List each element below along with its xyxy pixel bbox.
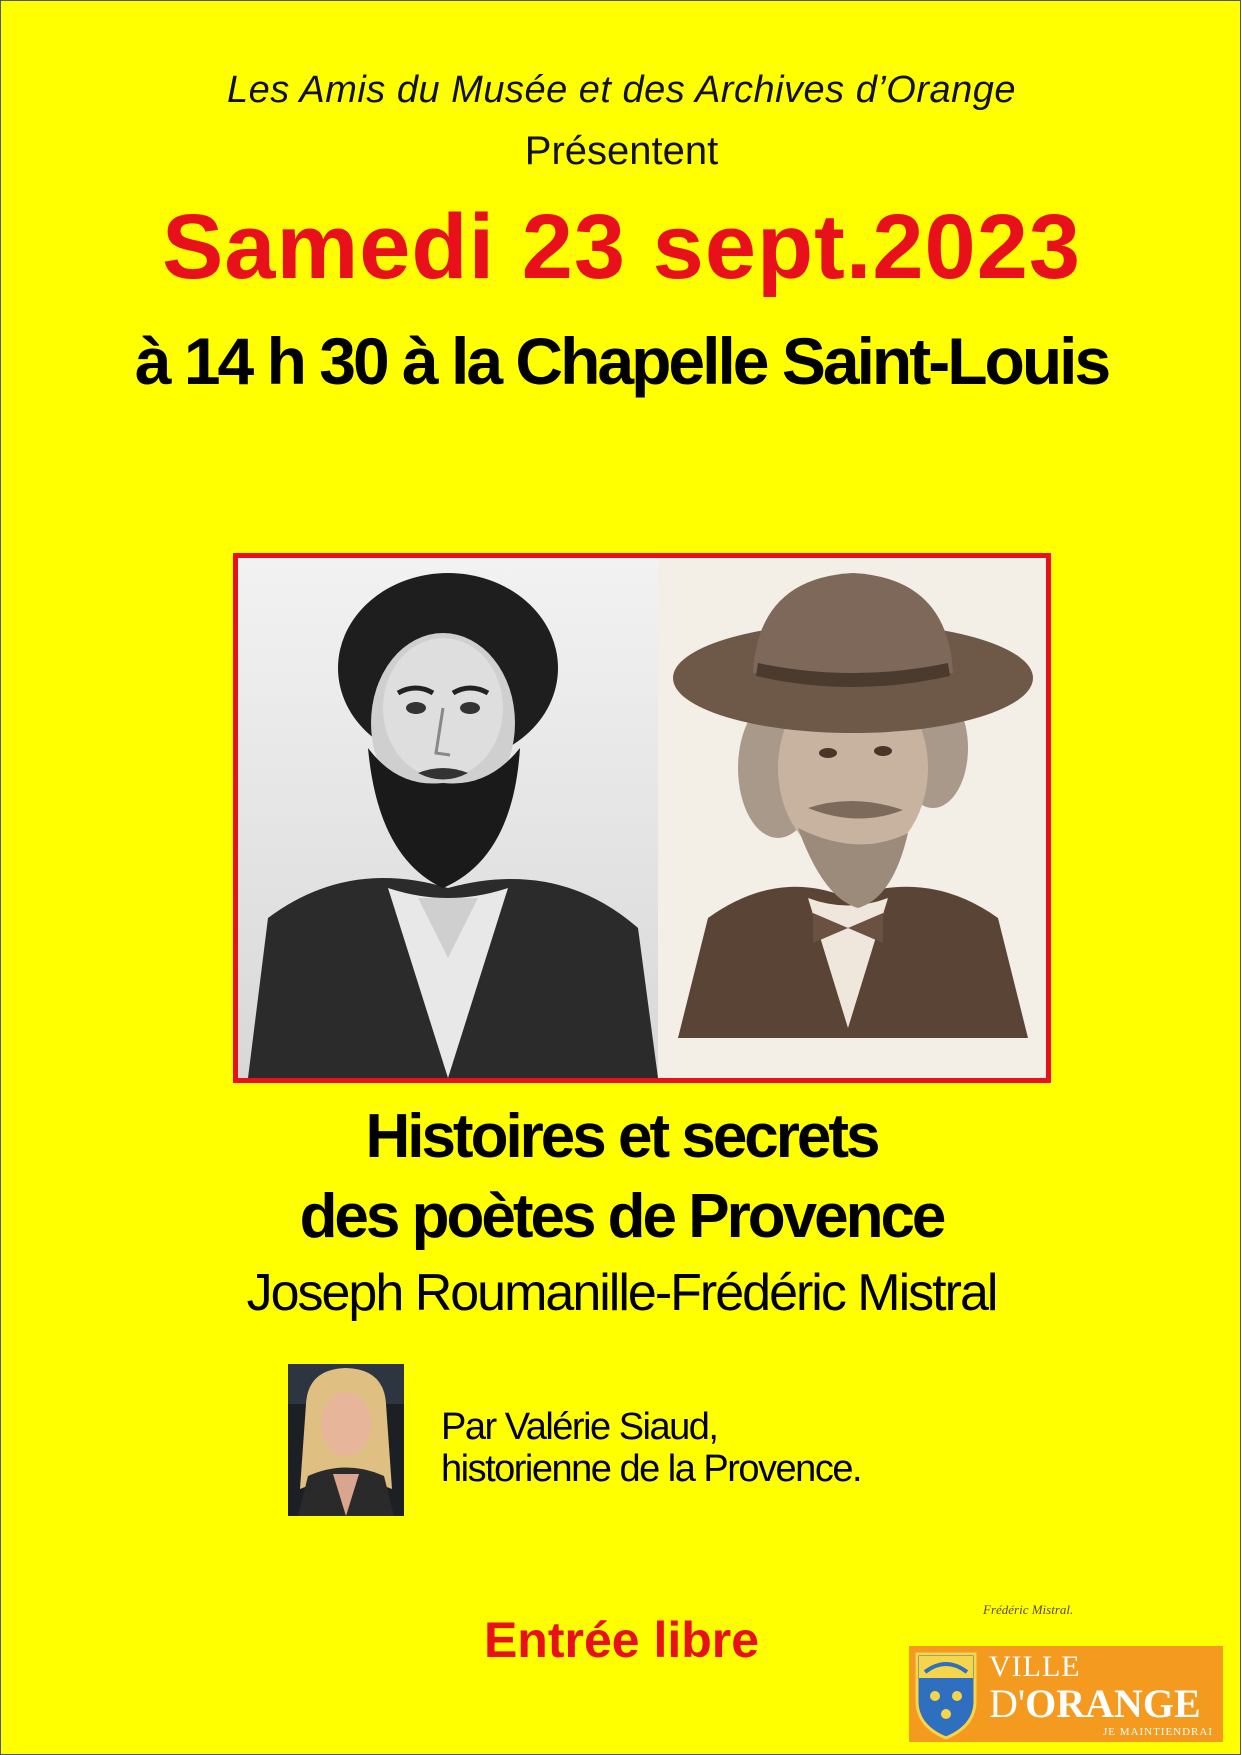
coat-of-arms-icon [909,1646,983,1742]
ville-orange-logo [909,1646,1223,1742]
speaker-photo [288,1364,404,1516]
organizer-name: Les Amis du Musée et des Archives d’Orange [226,69,1017,111]
presents-label: Présentent [524,129,719,173]
logo-orange-word: ORANGE [1025,1681,1201,1726]
talk-title-line2: des poètes de Provence [299,1182,944,1251]
logo-ville-text: VILLE [989,1650,1081,1683]
portrait-roumanille-image [238,558,658,1078]
speaker-byline [441,1406,861,1490]
logo-motto: JE MAINTIENDRAI [1102,1726,1213,1738]
speaker-line2: historienne de la Provence. [441,1448,862,1490]
photo-caption: Frédéric Mistral. [983,1602,1074,1617]
event-date: Samedi 23 sept.2023 [161,196,1082,298]
logo-d-prefix: D' [989,1681,1026,1726]
portrait-mistral-image [658,558,1046,1078]
talk-title-line1: Histoires et secrets [365,1102,878,1171]
logo-orange-text [989,1680,1201,1727]
admission-label: Entrée libre [483,1612,760,1668]
speaker-line1: Par Valérie Siaud, [441,1406,718,1448]
event-time-place: à 14 h 30 à la Chapelle Saint-Louis [134,324,1109,398]
talk-subtitle: Joseph Roumanille-Frédéric Mistral [246,1264,997,1322]
